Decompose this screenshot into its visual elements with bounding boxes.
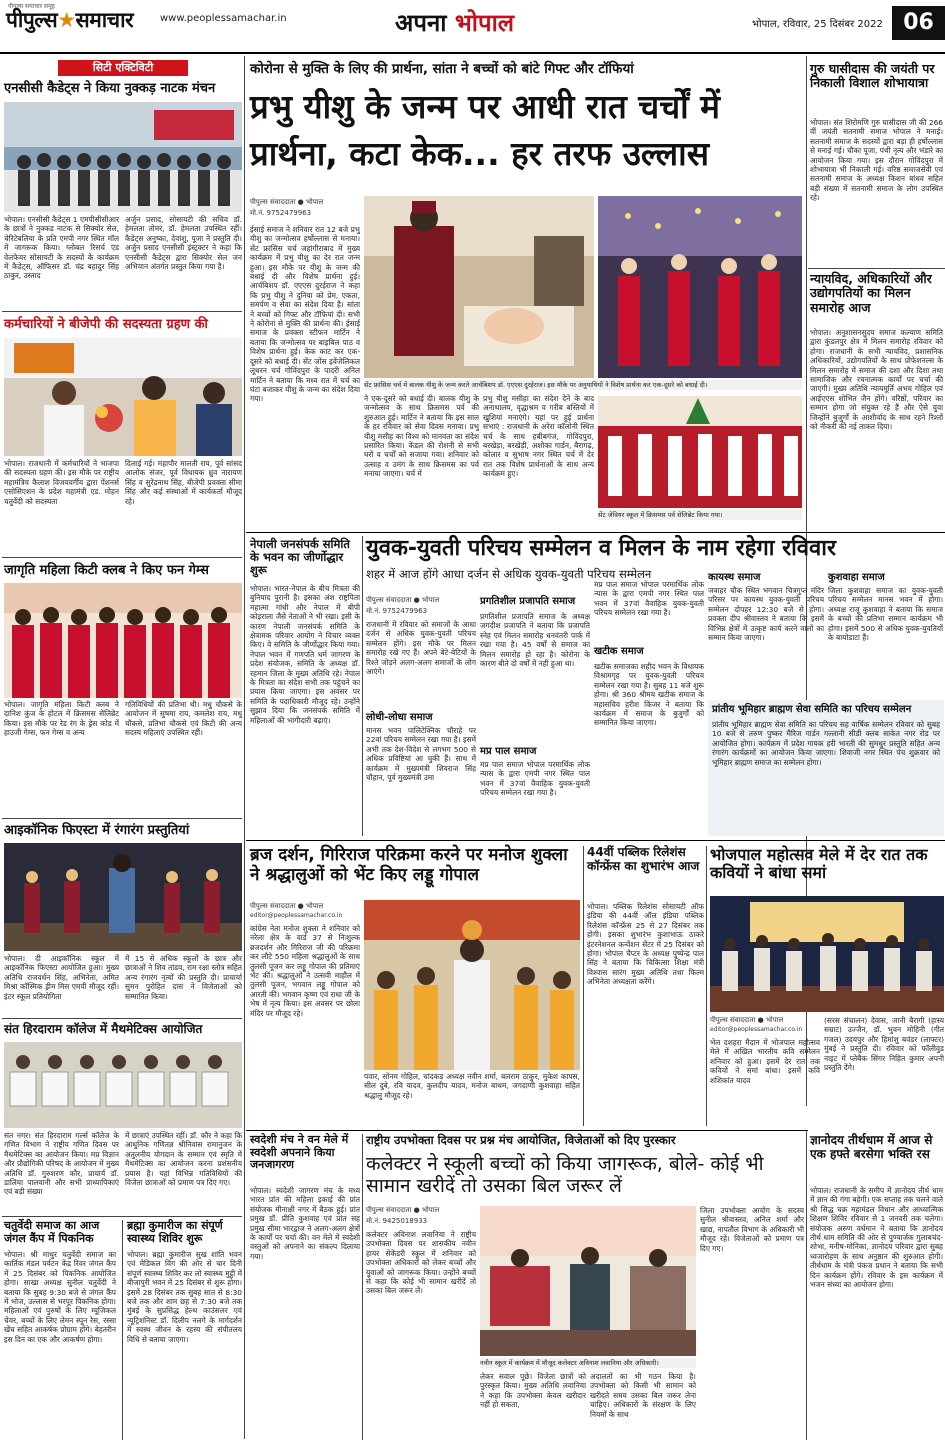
story-body: भोपाल। राजधानी के समीप में ज्ञानोदय तीर्थ धाम में ज्ञान की गंगा बहेगी। एक सप्ताह तक चलने वाले श्री सिद्ध चक्र महामंडल विधान और आध्यात्मिक शिक्षण शिविर रविवार से 1 जनवरी तक चलेगा। संयोजक अरुण वर्धमान ने बताया कि ज्ञानोदय तीर्थ धाम समिति की ओर से पुण्यार्जक गुलाबचंद-शोभा, मनीष-मोनिका, ज्ञानोदय परिवार द्वारा सुबह ध्वजारोहण के साथ अनुष्ठान की शुरुआत होगी। तीर्थधाम के मंत्री पंकज प्रधान ने बताया कि सभी दिन कार्यक्रम होंगे। रविवार के इस कार्यक्रम में भजन संध्या का आयोजन होगा। (810, 1186, 943, 1290)
story-body: में 15 से अधिक स्कूलों के छात्र और छात्राओं ने शिव तांडव, राम रक्षा स्तोत्र सहित अन्य रंगारंग नृत्यों की प्रस्तुति दी। प्राचार्या सुमन पुरोहित दास ने विजेताओं को सम्मानित किया। (125, 954, 242, 1001)
story-subheadline: शहर में आज होंगे आधा दर्जन से अधिक युवक-युवती परिचय सम्मेलन (366, 567, 652, 581)
story-email: editor@peoplessamachar.co.in (710, 1026, 803, 1033)
photo-caption-text: पवार, सोनम गोहिल, चांदकड़ अध्यक्ष नवीन शर्मा, बलराम ठाकुर, मुकेश कापस, सील दुबे, रवि यादव, कुलदीप यादव, मनोज बाथम, जगदाणी कुशवाहा सहित श्रद्धालु मौजूद रहे। (364, 1072, 580, 1100)
subsection-head: कुशवाहा समाज (828, 572, 885, 583)
section-divider (246, 840, 945, 841)
photo-caption: सेंट जेवियर स्कूल में क्रिसमस पर्व सेलिब्रेट किया गया। (598, 510, 802, 520)
story-body: भेल दशहरा मैदान में भोजपाल महोत्सव मेले में अखिल भारतीय कवि सम्मेलन शनिवार को हुआ। इसमें देर रात तक कवियों ने समां बांधा। इसमें कवि शशिकांत यादव (710, 1038, 820, 1085)
story-body: संत नगर। संत हिरदाराम गर्ल्स कॉलेज के गणित विभाग ने राष्ट्रीय गणित दिवस पर मैथमेटिक्स का आयोजन किया। मप्र विज्ञान और प्रौद्योगिकी परिषद के आयोजन में मुख्य अतिथि डॉ. गुरुशरण कौर, प्राचार्य डॉ. डालिया पालवानी और सभी प्राध्यापिकाएं एवं बड़ी संख्या (4, 1131, 119, 1197)
story-body: भोपाल। संत शिरोमणि गुरु घासीदास जी की 266 वीं जयंती सतनामी समाज भोपाल ने मनाई। सतनामी समाज के सदस्यों द्वारा बड़ा ही हर्षोल्लास से मनाई गई। चौका पूजा, पंथी नृत्य और भंडारे का आयोजन किया गया। इस दौरान गोविंदपुरा में शोभायात्रा भी निकाली गई। वरिष्ठ समाजसेवी एवं सतनामी समाज के अध्यक्ष किशन बांधव सहित बड़ी संख्या में सतनामी समाज के लोग उपस्थित रहे। (810, 118, 943, 203)
math-event-photo (4, 1042, 242, 1128)
column-divider (583, 846, 584, 1126)
column-divider (362, 536, 363, 836)
story-mobile: मो.नं. 9425018933 (366, 1217, 428, 1225)
story-body: (सरस संचालन) देवास, जानी बैरागी (हास्य सम्राट) उज्जैन, डॉ. भुवन मोहिनी (गीत गजल) उदयपुर और हिमांशु बवंडर (लाफ्टर) मुंबई ने प्रस्तुति दी। रविवार को फॉलीवुड नाइट में प्लेबैक सिंगर निहित कुमार अपनी प्रस्तुति देंगे। (824, 1016, 944, 1073)
story-headline: कलेक्टर ने स्कूली बच्चों को किया जागरूक, बोले- कोई भी सामान खरीदें तो उसका बिल जरूर लें (366, 1153, 764, 1197)
story-headline: न्यायविद, अधिकारियों और उद्योगपतियों का मिलन समारोह आज (810, 271, 932, 315)
story-headline: चतुर्वेदी समाज का आज जंगल कैंप में पिकनिक (4, 1219, 100, 1245)
story-body: भोपाल। पब्लिक रिलेशंस सोसायटी ऑफ इंडिया की 44वीं ऑल इंडिया पब्लिक रिलेशंस कॉन्फ्रेंस 25 से 27 दिसंबर तक होगी। इसका शुभारंभ कुशाभाऊ ठाकरे इंटरनेशनल कन्वेंशन सेंटर में 25 दिसंबर को होगा। भोपाल चैप्टर के अध्यक्ष पुष्पेन्द्र पाल सिंह ने बताया कि चिकित्सा शिक्षा मंत्री विश्वास सारंग मुख्य अतिथि तथा फिल्म अभिनेता अध्यक्षता करेंगे। (587, 902, 704, 987)
story-headline: 44वीं पब्लिक रिलेशंस कॉन्फ्रेंस का शुभारंभ आज (587, 845, 700, 873)
newspaper-logo (6, 6, 133, 34)
laddu-gopal-photo (364, 900, 580, 1070)
story-body: भोपाल। अनुशासनसुदय समाज कल्याण समिति द्वारा कुंडलपुर क्षेत्र में मिलन समारोह रविवार को होगा। राजधानी के सभी न्यायविद, प्रशासनिक अधिकारियों, उद्योगपतियों के साथ प्रोफेशनल्स के मिलन समारोह में समाज की दशा और दिशा तथा सामाजिक और रचनात्मक कार्यों पर चर्चा की जाएगी। मुख्य अतिथि न्यायमूर्ति अभय गोहिल एवं आईएएस शोभित जैन होंगे। वरिष्ठों, परिवार का सम्मान होगा जो संयुक्त रहे हैं और ऐसे युवा जिन्होंने बुजुर्गों के आशीर्वाद के साथ रहने रिश्तों को नीकरी की नई ताकत दिया। (810, 328, 943, 432)
kavi-sammelan-photo (710, 896, 944, 1012)
story-body: जिला उपभोक्ता आयोग के सदस्य सुनील श्रीवास्तव, अनिल शर्मा और खाद्य, नापतौल विभाग के अधिकारी भी मौजूद रहे। विजेताओं को प्रमाण पत्र दिए गए। (700, 1206, 804, 1253)
column-divider (706, 846, 707, 1126)
lead-body: ने एक-दूसरे को बधाई दी। बालक यीशु के जन्मोत्सव के साथ क्रिसमस पर्व की शुरुआत हुई। मार्टिन ने बताया कि इस साल के हर रविवार को सेवा दिवस मनाया। प्रभु यीशु मसीह का विश्व को मानवता का संदेश प्रसारित किया। केंडल की रोशनी से सभी घरों व चर्चों को सजाया गया। शनिवार को उत्साह व उमंग के साथ क्रिसमस का पर्व मनाया जाएगा। चर्च में (364, 394, 479, 479)
story-headline: स्वदेशी मंच ने वन मेले में स्वदेशी अपनाने किया जनजागरण (250, 1133, 349, 1172)
story-byline: पीपुल्स संवाददाता ● भोपाल (250, 902, 324, 910)
story-body: दिलाई गई। महापौर मालती राय, पूर्व सांसद आलोक संजर, पूर्व विधायक ध्रुव नारायण सिंह व सुरेंद्रनाथ सिंह, बीजेपी प्रवक्ता सीमा सिंह और कई संस्थाओं में कार्यकर्ता मौजूद रहे। (125, 459, 242, 506)
story-body: खटीक समाजका शहीद भवन के विधायक विश्रामगृह पर युवक-युवती परिचय सम्मेलन रखा गया है। सुबह 11 बजे शुरू होगा। श्री 360 श्रीमय खटीक समाज के महासचिव हरीश किंजर ने बताया कि कार्यक्रम में समाज के बुजुर्गों को सम्मानित किया जाएगा। (594, 662, 704, 728)
lead-headline-line-2: प्रार्थना, कटा केक... हर तरफ उल्लास (250, 134, 710, 173)
subsection-head: प्रगतिशील प्रजापति समाज (480, 596, 576, 607)
section-title (395, 6, 514, 39)
story-body: अदालतों का भी गठन किया है। उपभोक्ता को किसी भी सामान को खरीदते समय उसका बिल जरूर लेना चाहिए। अधिकारों के संरक्षण के लिए नियमों के साथ (590, 1372, 696, 1419)
story-divider (2, 1216, 242, 1217)
logo-tagline: पीपुल्स समाचार समूह (8, 3, 55, 10)
school-christmas-photo (598, 396, 802, 508)
story-headline: नेपाली जनसंपर्क समिति के भवन का जीर्णोद्धार शुरू (250, 537, 350, 578)
story-body: प्रगतिशील प्रजापति समाज के अध्यक्ष जगदीश प्रजापति ने बताया कि प्रजापति स्नेह एवं मिलन समारोह धनवंतरी पार्क में रखा गया है। 45 वर्षों से समाज का मिलन समारोह हो रहा है। कोरोना के कारण बीते दो वर्षों में नहीं हुआ था। (480, 612, 590, 669)
story-headline: ब्रह्मा कुमारीज का संपूर्ण स्वास्थ्य शिविर शुरू (127, 1219, 223, 1245)
section-divider (246, 532, 945, 533)
archbishop-photo (364, 196, 594, 378)
lead-body: प्रभु यीशु मसीहा का संदेश देने के बाद अनाथालय, वृद्धाश्रम व गरीब बस्तियों में खुशियां मनाएंगे। यहां पर हुई प्रार्थना सभाएं : राजधानी के अरेरा कॉलोनी स्थित चर्च के साथ हबीबगंज, गोविंदपुरा, बरखेड़ा, बरखेड़ी, अशोका गार्डन, बैरागढ़, कोलार व सुभाष नगर स्थित चर्च में देर रात तक विशेष प्रार्थनाओं के साथ अन्य कार्यक्रम हुए। (483, 394, 594, 479)
lead-body: ईसाई समाज ने शनिवार रात 12 बजे प्रभु यीशु का जन्मोत्सव हर्षोल्लास से मनाया। सेंट फ्रांसिस चर्च जहांगीराबाद में मुख्य कार्यक्रम में प्रभु यीशु का देर रात जन्म हुआ। इस मौके पर यीशु के जन्म की बधाई दी और विशेष प्रार्थना हुई। आर्चबिशप डॉ. एएएस दुरईराज ने कहा कि प्रभु यीशु ने दुनिया को प्रेम, एकता, समर्पण व सेवा का संदेश दिया है। सांता ने बच्चों को गिफ्ट और टॉफियां दी। सभी ने कोरोना से मुक्ति की प्रार्थना की। ईसाई समाज के प्रवक्ता स्टीफन मार्टिन ने बताया कि जन्मोत्सव पर बाइबिल पाठ व विशेष प्रार्थना हुई। केक काट कर एक-दूसरे को बधाई दी। सेंट जोंस इवेंजेलिकल लूथरन चर्च गोविंदपुरा के पादरी अनिल मार्टिन ने बताया कि मध्य रात में चर्च का घंटा बजाकर यीशु के जन्म का संदेश दिया गया। (250, 225, 360, 404)
story-body: मानस भवन पालिटेक्निक चौराहे पर 22वां परिचय सम्मेलन रखा गया है। इसमें अभी तक देश-विदेश से लगभग 500 से अधिक प्रविष्टियां आ चुकी हैं। साथ में कार्यक्रम में मुख्यमंत्री शिवराज सिंह चौहान, पूर्व मुख्यमंत्री उमा (366, 726, 476, 783)
logo-part-b: समाचार (75, 8, 134, 32)
story-divider (2, 1018, 242, 1019)
story-body: राजधानी में रविवार को समाजों के आधा दर्जन से अधिक युवक-युवती परिचय सम्मेलन होंगे। इस मौके पर मिलन समारोह रखे गए हैं। अपने बेटे-बेटियों के रिश्ते जोड़ने अलग-अलग समाजों के लोग आएंगे। (366, 620, 476, 677)
story-body: मप्र पाल समाज भोपाल परमार्थिक लोक न्यास के द्वारा एमपी नगर स्थित पाल भवन में 37वां वैवाहिक युवक-युवती परिचय सम्मेलन रखा गया है। (480, 760, 590, 798)
column-divider (806, 1130, 807, 1440)
lead-headline-line-1: प्रभु यीशु के जन्म पर आधी रात चर्चों में (250, 87, 720, 126)
story-divider (808, 268, 945, 269)
photo-caption: नवीन स्कूल में कार्यक्रम में मौजूद कलेक्टर अविनाश लवानिया और अधिकारी। (480, 1358, 696, 1368)
story-body: कांग्रेस नेता मनोज शुक्ला ने शनिवार को नरेला क्षेत्र के वार्ड 37 से निःशुल्क ब्रजदर्शन और गिरिराज जी की परिक्रमा कर लौटे 550 महिला श्रद्धालुओं के साथ तुलसी पूजन कर लड्डू गोपाल की प्रतिमाएं भेंट कीं। श्रद्धालुओं ने उत्सवी माहौल में तुलसी पूजन, भगवान लड्डू गोपाल को आरती की। भगवान कृष्ण एवं राधा जी के भेष में नृत्य किया। इस अवसर पर छोला मंदिर पर मौजूद रहे। (250, 924, 360, 1018)
subsection-head: प्रांतीय भूमिहार ब्राह्मण सेवा समिति का परिचय सम्मेलन (712, 704, 912, 715)
story-mobile: मो.नं. 9752479963 (366, 607, 428, 615)
star-icon: ★ (57, 8, 76, 32)
story-body: भोपाल। स्वदेशी जागरण मंच के मध्य भारत प्रांत की महिला इकाई की प्रांत संयोजक मीनाक्षी नगर में बैठक हुई। प्रांत प्रमुख डॉ. प्रीति कुशवाह एवं प्रांत सह प्रमुख सीमा भारद्वाज ने अलग-अलग क्षेत्रों के कार्यों पर चर्चा की। वन मेले में स्वदेशी वस्तुओं को अपनाने का संकल्प दिलाया गया। (250, 1186, 360, 1261)
story-body: में छात्राएं उपस्थित रहीं। डॉ. कौर ने कहा कि आधुनिक गणितज्ञ श्रीनिवास रामानुजन के अतुलनीय योगदान के सम्मान एवं स्मृति में मैथमेटिक्स का आयोजन करना प्रशंसनीय प्रयास है। यहां विभिन्न गतिविधियों की विजेता छात्राओं को प्रमाण पत्र दिए गए। (125, 1131, 242, 1188)
story-body: भोपाल। श्री माथुर चतुर्वेदी समाज का कार्तिक मंडल पर्यटन केंद्र रिवर जंगल कैंप में 25 दिसंबर को पिकनिक आयोजित होगा। साखा अध्यक्ष सुनील चतुर्वेदी ने बताया कि सुबह 9:30 बजे से जंगल कैंप में भोज, उल्लास से भरपूर पिकनिक होगा। महिलाओं एवं पुरुषों के लिए म्यूजिकल चेयर, बच्चों के लिए लेमन स्पून रेस, रस्सा खेंच सहित आकर्षक प्रोग्राम होंगे। बेहतरीन इस दिन का एक और आकर्षण होगा। (4, 1250, 116, 1344)
story-body: भोपाल। भारत-नेपाल के बीच मित्रता की बुनियाद पुरानी है। इसका अंश राष्ट्रपिता महात्मा गांधी और नेपाल में बीपी कोइराला जैसे नेताओं ने भी रखा। इसी के कारण नेपाली जनसंपर्क समिति के क्षेत्रामक परिवार आयोग ने विचार व्यक्त किए। वे समिति के जीर्णोद्धार किया गया। नेपाल भवन में गणपति धर्म जागरण के प्रदेश संयोजक, समिति के अध्यक्ष डॉ. रहमान जिला के मुख्य अतिथि रहे। नेपाल के मित्रता का संदेश सभी तक पहुंचने का प्रयास किया जाएगा। इस अवसर पर समिति के पदाधिकारी मौजूद रहे। उन्होंने सुझाव दिया कि जनसंपर्क समिति में महिलाओं की भागीदारी बढ़ाएं। (250, 584, 360, 725)
column-divider (122, 1220, 123, 1440)
lead-kicker: कोरोना से मुक्ति के लिए की प्रार्थना, सांता ने बच्चों को बांटे गिफ्ट और टॉफियां (250, 61, 634, 77)
ncc-photo (4, 102, 242, 212)
story-byline: पीपुल्स संवाददाता ● भोपाल (710, 1016, 784, 1024)
story-headline: ब्रज दर्शन, गिरिराज परिक्रमा करने पर मनोज शुक्ला ने श्रद्धालुओं को भेंट किए लड्डू गोपाल (250, 845, 568, 885)
website-url: www.peoplessamachar.in (160, 13, 287, 24)
section-tag: सिटी एक्टिविटी (58, 60, 188, 76)
lead-byline: पीपुल्स संवाददाता ● भोपाल (250, 198, 324, 206)
story-divider (2, 818, 242, 819)
section-divider (246, 1130, 808, 1131)
bjp-photo (4, 338, 242, 456)
church-celebration-photo (598, 196, 802, 378)
collector-event-photo (480, 1206, 696, 1356)
story-byline: पीपुल्स संवाददाता ● भोपाल (366, 1206, 440, 1214)
story-body: अर्जुन प्रसाद, सोसायटी की सचिव डॉ. हेमलता तोमर, डॉ. हेमलता उपस्थित रहीं। कैडेट्स अनुष्का, देवांशु, पूजा ने प्रस्तुति दी। अर्जुन प्रसाद एनसीसी इंस्ट्रक्टर ने कहा कि एनसीसी कैडेट्स द्वारा सिक्योर सेल जन अभियान अंतर्गत प्रस्तुत किया गया है। (125, 215, 242, 272)
story-body: मप्र पाल समाज भोपाल परमार्थिक लोक न्यास के द्वारा एमपी नगर स्थित पाल भवन में 37वां वैवाहिक युवक-युवती परिचय सम्मेलन रखा गया है। (594, 580, 704, 618)
column-divider (362, 1134, 363, 1440)
story-body: जवाहर चौक स्थित भगवान चित्रगुप्त मंदिर परिसर पर कायस्थ युवक-युवती परिचय सम्मेलन दोपहर 12:30 बजे से होगा। प्रवक्ता दीप श्रीवास्तव ने बताया कि इसमें विभिन्न क्षेत्रों में उत्कृष्ट कार्य करने वालों का सम्मान किया जाएगा। (708, 586, 824, 643)
story-headline: भोजपाल महोत्सव मेले में देर रात तक कवियों ने बांधा समां (710, 845, 928, 883)
subsection-head: खटीक समाज (594, 646, 644, 657)
story-email: editor@peoplessamachar.co.in (250, 912, 343, 919)
logo-part-a: पीपुल्स (6, 8, 58, 32)
story-headline: आइकॉनिक फिएस्टा में रंगारंग प्रस्तुतियां (4, 823, 190, 838)
column-divider (244, 56, 245, 1439)
story-headline: गुरु घासीदास की जयंती पर निकाली विशाल शोभायात्रा (810, 61, 935, 91)
kitty-club-photo (4, 583, 242, 698)
story-body: भोपाल। ब्रह्मा कुमारीज सुख शांति भवन एवं मेडिकल विंग की ओर से चार दिनी संपूर्ण स्वास्थ्य शिविर कर लो स्वास्थ्य मुट्ठी में बीजापुरी भवन में 25 दिसंबर से शुरू होगा। इसमें 28 दिसंबर तक सुबह सात से 8:30 बजे तक और शाम छह से 7:30 बजे तक मुंबई के सुप्रसिद्ध हेल्थ काउंसलर एवं न्यूट्रिशनिस्ट डॉ. दिलीप नलगे के मार्गदर्शन में स्वस्थ जीवन के रहस्य की संपीतलय विधि से बताया जाएगा। (127, 1250, 242, 1344)
story-body: भोपाल। दी आइकॉनिक स्कूल में आइकॉनिक फिएस्टा आयोजित हुआ। मुख्य अतिथि राजवर्धन सिंह, अभिनेता, अमित मिश्रा कॉस्मिक ड्रीम मिस एमपी मौजूद रहीं। इंटर स्कूल प्रतियोगिता (4, 954, 119, 1001)
subsection-head: कायस्थ समाज (708, 572, 761, 583)
story-divider (2, 557, 242, 558)
story-body: गतिविधियों की प्रतिभा थी। मधु चौकसे के आयोजन में सुषमा राय, कमलेश राय, मधु चौकसे, प्रतिभा चौकसे एवं किटी की अन्य सदस्य महिलाएं उपस्थित रहीं। (125, 700, 242, 738)
story-body: भोपाल। जागृति महिला किटी क्लब ने दानिश कुंज के होटल में क्रिसमस सेलिब्रेट किया। इस मौके पर रेड रंग के ड्रेस कोड में हाउजी गेम्स, फन गेम्स व अन्य (4, 700, 119, 738)
story-body: लेकर सवाल पूछे। विजेता छात्रों को पुरस्कृत किया। मुख्य अतिथि लवानिया ने कहा कि उपभोक्ता केवल खरीदार नहीं हो सकता, (480, 1372, 586, 1410)
story-body: कलेक्टर अविनाश लवानिया ने राष्ट्रीय उपभोक्ता दिवस पर शासकीय नवीन हायर सेकेंडरी स्कूल में शनिवार को उपभोक्ता अधिकारों को लेकर बच्चों और युवाओं को जागरूक किया। उन्होंने बच्चों से कहा कि कोई भी सामान खरीदें तो उसका बिल जरूर लें। (366, 1230, 476, 1296)
story-headline: एनसीसी कैडेट्स ने किया नुक्कड़ नाटक मंचन (4, 81, 216, 96)
story-body: भोपाल। एनसीसी कैडेट्स 1 एमपीसीसीआर के छात्रों ने नुक्कड़ नाटक से सिक्योर सेल, चेरिटेबलिया के प्रति एमपी नगर स्थित मॉल में जागरूक किया। ग्लोबल रिसर्च एंड वेलफेयर सोसायटी के सदस्यों के कार्यक्रम में कैडेट्स, ऑफिसर डॉ. चंद्र बहादुर सिंह ठाकुर, उस्ताद (4, 215, 119, 281)
page-number: 06 (892, 6, 945, 40)
story-byline: पीपुल्स संवाददाता ● भोपाल (366, 596, 440, 604)
dateline: भोपाल, रविवार, 25 दिसंबर 2022 (752, 19, 883, 30)
story-body: जिला कुशवाहा समाज का युवक-युवती परिचय सम्मेलन मानस भवन में होगा। अध्यक्ष राजू कुशवाहा ने बताया कि समाज के बच्चों की प्रतिभा सम्मान कार्यक्रम भी होगा। इसमें 500 से अधिक युवक-युवतियों के बायोडाटा हैं। (828, 586, 943, 643)
section-title-b: भोपाल (454, 9, 515, 37)
story-headline: कर्मचारियों ने बीजेपी की सदस्यता ग्रहण की (4, 317, 208, 332)
story-divider (2, 311, 242, 312)
story-headline: जागृति महिला किटी क्लब ने किए फन गेम्स (4, 563, 209, 578)
section-title-a: अपना (395, 9, 455, 37)
story-headline: युवक-युवती परिचय सम्मेलन व मिलन के नाम रहेगा रविवार (366, 536, 836, 561)
story-kicker: राष्ट्रीय उपभोक्ता दिवस पर प्रश्न मंच आयोजित, विजेताओं को दिए पुरस्कार (366, 1133, 676, 1147)
photo-caption: सेंट फ्रांसिस चर्च में बालक यीशु के जन्म करते आर्चबिशप डॉ. एएएस दुरईराज। इस मौके पर अनुयायियों ने विशेष प्रार्थना कर एक-दूसरे को बधाई दी। (364, 380, 802, 390)
subsection-head: मप्र पाल समाज (480, 746, 537, 757)
story-headline: ज्ञानोदय तीर्थधाम में आज से एक हफ्ते बरसेगा भक्ति रस (810, 1133, 933, 1161)
lead-mobile: मो.नं. 9752479963 (250, 209, 312, 217)
fiesta-photo (4, 843, 242, 951)
masthead (0, 0, 945, 54)
subsection-head: लोधी-लोधा समाज (366, 712, 433, 723)
story-body: भोपाल। राजधानी में कर्मचारियों ने भाजपा की सदस्यता ग्रहण की। इस मौके पर राष्ट्रीय महामंत्रिय कैलाश विजयवर्गीय द्वारा पेंशनर्स एसोसिएशन के प्रदेश महामंत्री एड. मोहन चतुर्वेदी को सदस्यता (4, 459, 119, 506)
story-body: प्रांतीय भूमिहार ब्राह्मण सेवा समिति का परिचय सह वार्षिक सम्मेलन रविवार को सुबह 10 बजे से तरुण पुष्कर मैरिज गार्डन गल्लानी सीडी क्लब साकेत नगर रोड पर आयोजित होगा। कार्यक्रम में प्रदेश गायक हरी भारती की सुमधुर प्रस्तुति सहित अन्य रंगारंग कार्यक्रमों का आयोजन किया जाएगा। शिवाजी नगर स्थित पंच शुक्रवार को भूमिहार ब्राह्मण समाज का सम्मेलन होगा। (712, 720, 940, 767)
story-headline: संत हिरदाराम कॉलेज में मैथमेटिक्स आयोजित (4, 1022, 203, 1036)
